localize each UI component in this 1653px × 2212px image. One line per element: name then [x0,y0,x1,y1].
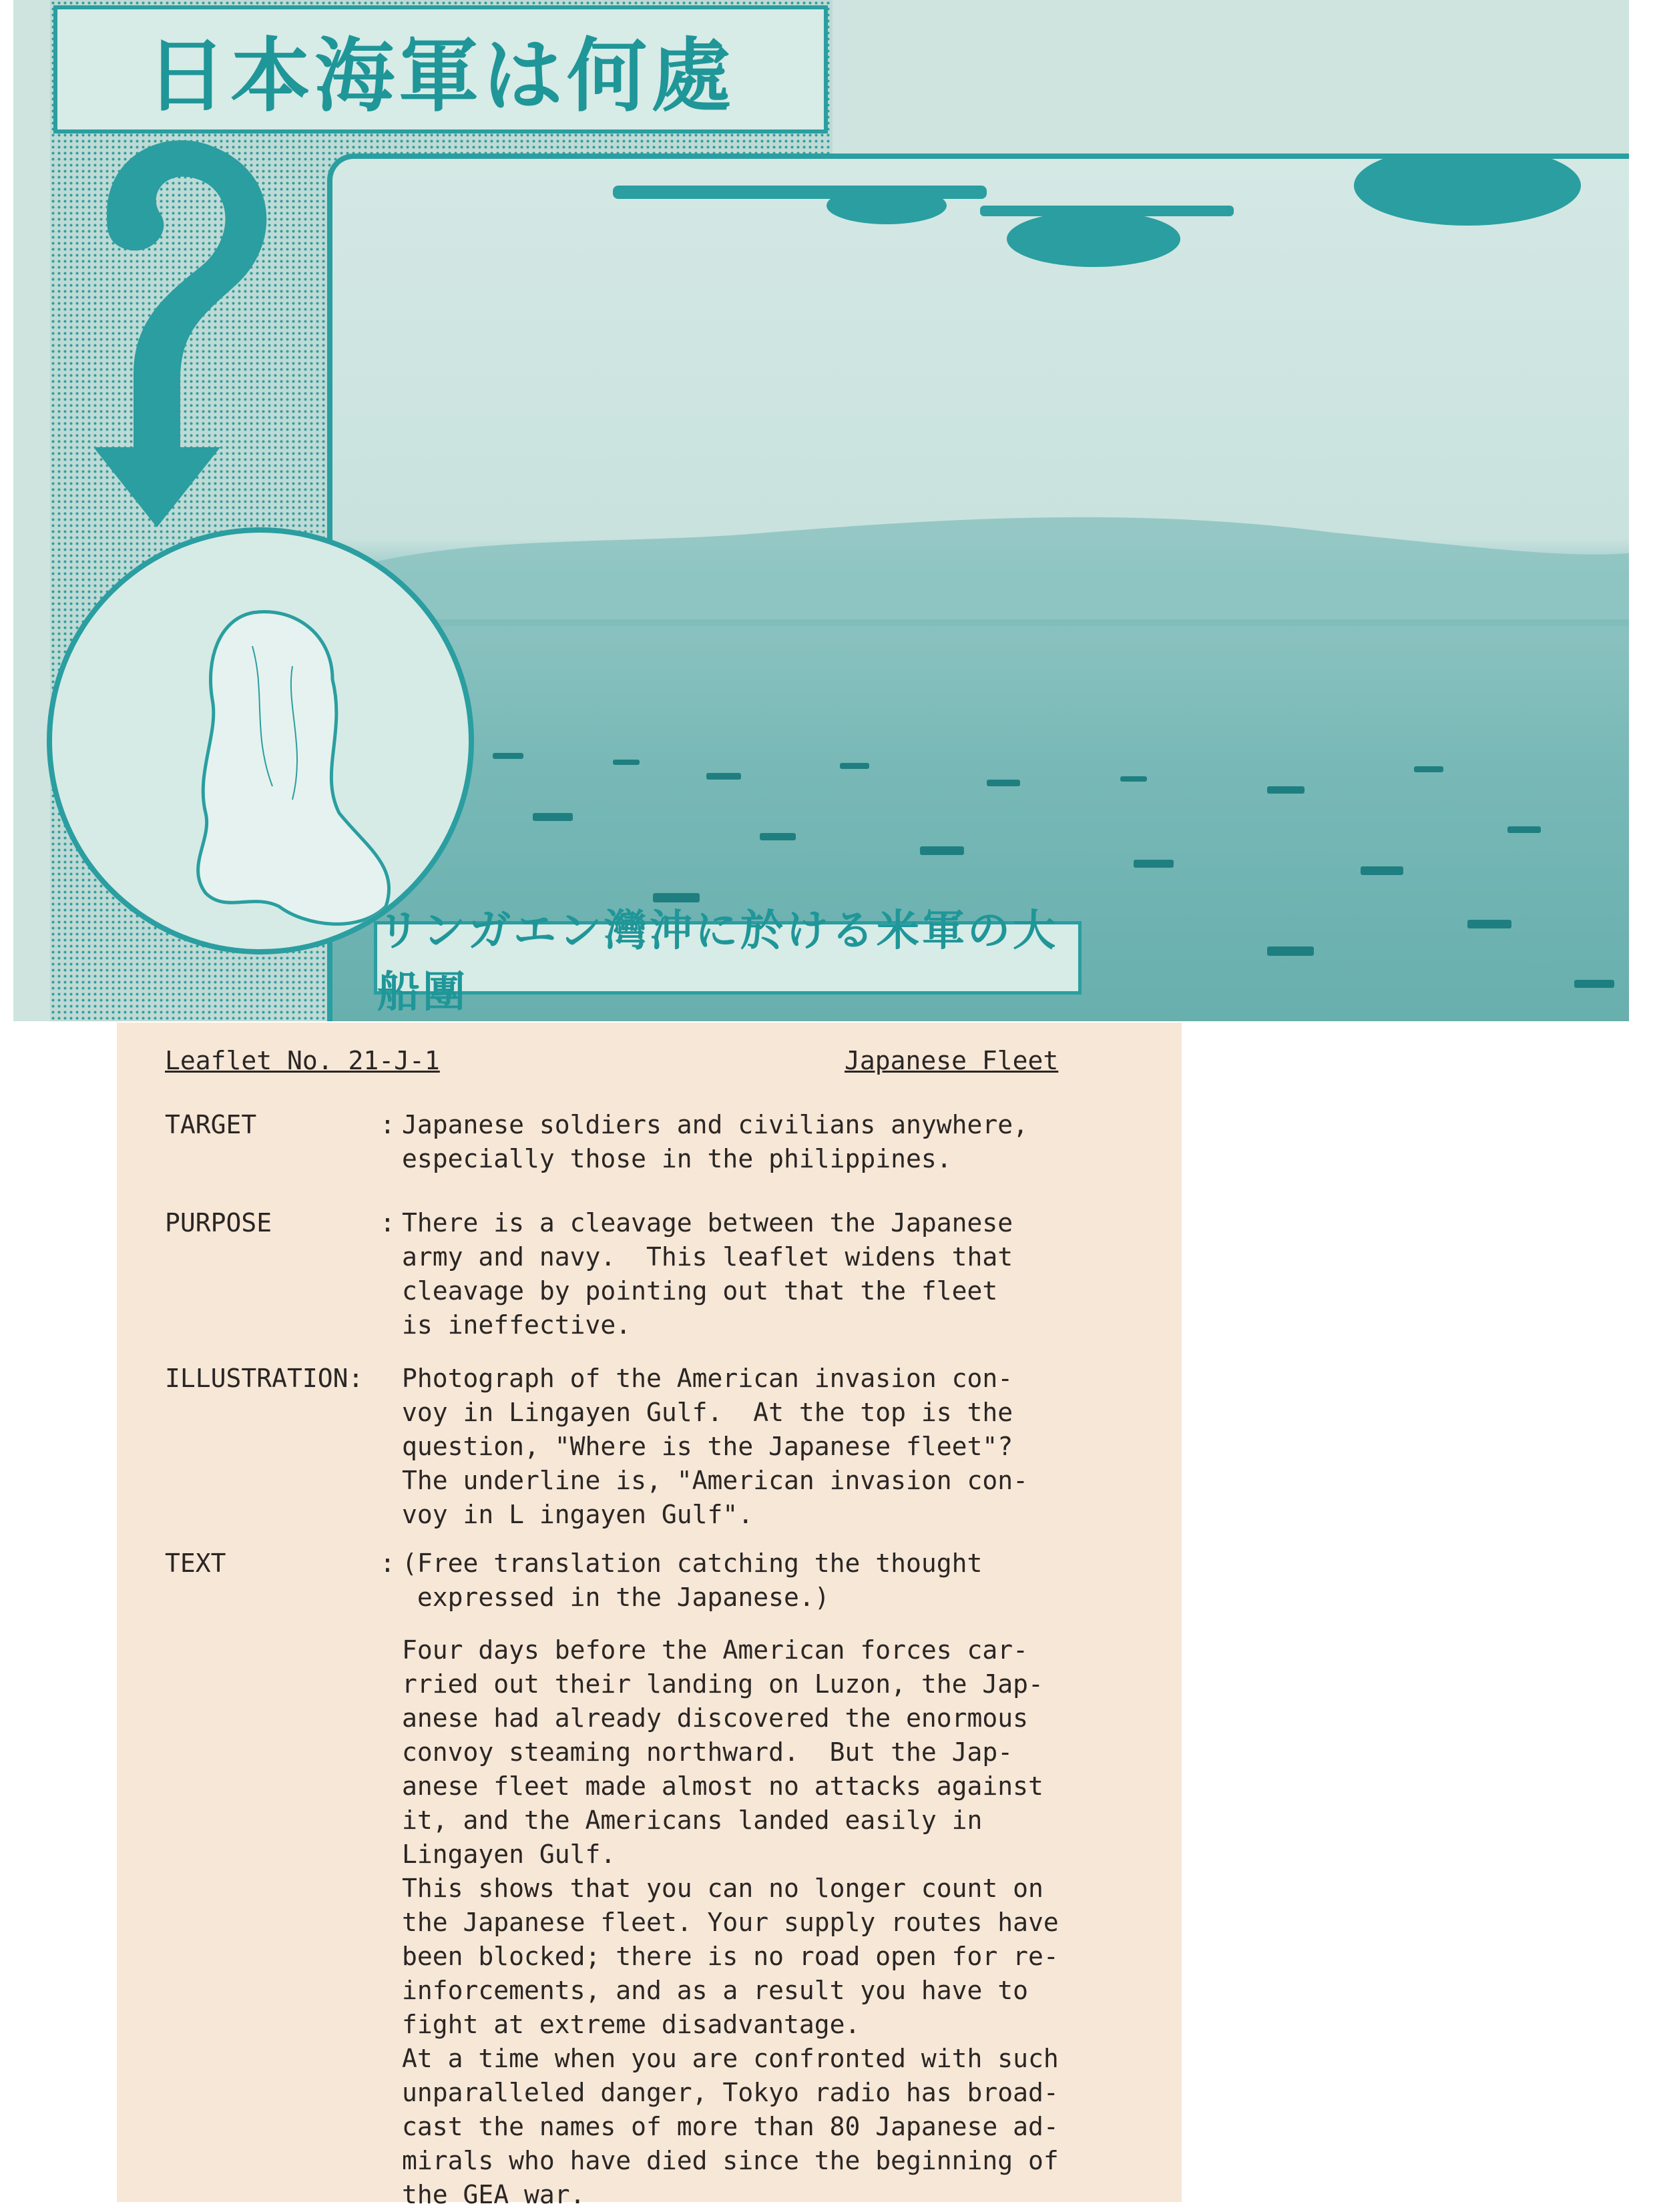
purpose-colon: : [380,1208,395,1237]
convoy-photo-illustration [332,159,1629,1021]
purpose-label: PURPOSE [165,1208,272,1237]
purpose-text: There is a cleavage between the Japanese army and navy. This leaflet widens that cleavage by pointing out that the fleet is ineffective. [402,1208,1013,1340]
translation-text: Four days before the American forces car- rried out their landing on Luzon, the Jap- anese had already discovered the enormous convoy steaming northward. But the Jap- anese fleet made almost no attacks against it, and the Americans landed easily in Lingayen Gulf. This shows that you can no longer count on the Japanese fleet. Your supply routes have been blocked; there is no road open for re- inforcements, and as a result you have to fight at extreme disadvantage. At a time when you are confronted with such unparalleled danger, Tokyo radio has broad- cast the names of more than 80 Japanese ad- mirals who have died since the beginning of the GEA war. [402,1635,1059,2209]
text-colon: : [380,1549,395,1578]
island-map-illustration [52,533,474,954]
distant-hills [332,517,1629,626]
target-text: Japanese soldiers and civilians anywhere, especially those in the philippines. [402,1110,1028,1173]
question-mark-graphic [67,133,294,534]
convoy-photograph [327,154,1629,1021]
luzon-map [47,527,474,954]
target-label: TARGET [165,1110,257,1139]
leaflet-name: Japanese Fleet [845,1046,1059,1075]
text-label: TEXT [165,1549,226,1578]
target-colon: : [380,1110,395,1139]
propaganda-leaflet [13,0,1629,1021]
caption-banner [374,906,1082,1017]
illustration-text: Photograph of the American invasion con- voy in Lingayen Gulf. At the top is the question, "Where is the Japanese fleet"? The underline is, "American invasion con- voy in L ingayen Gulf". [402,1364,1028,1529]
typed-description-sheet [117,1023,1182,2209]
illustration-label: ILLUSTRATION: [165,1364,364,1393]
question-arrow-icon [67,133,294,534]
patrol-aircraft [613,159,1629,267]
text-note: (Free translation catching the thought expressed in the Japanese.) [402,1549,983,1612]
leaflet-caption: リンガエン灣沖に於ける米軍の大船團 [377,906,1058,1017]
leaflet-title: 日本海軍は何處 [146,29,735,123]
leaflet-number: Leaflet No. 21-J-1 [165,1046,440,1075]
title-banner [53,5,828,133]
